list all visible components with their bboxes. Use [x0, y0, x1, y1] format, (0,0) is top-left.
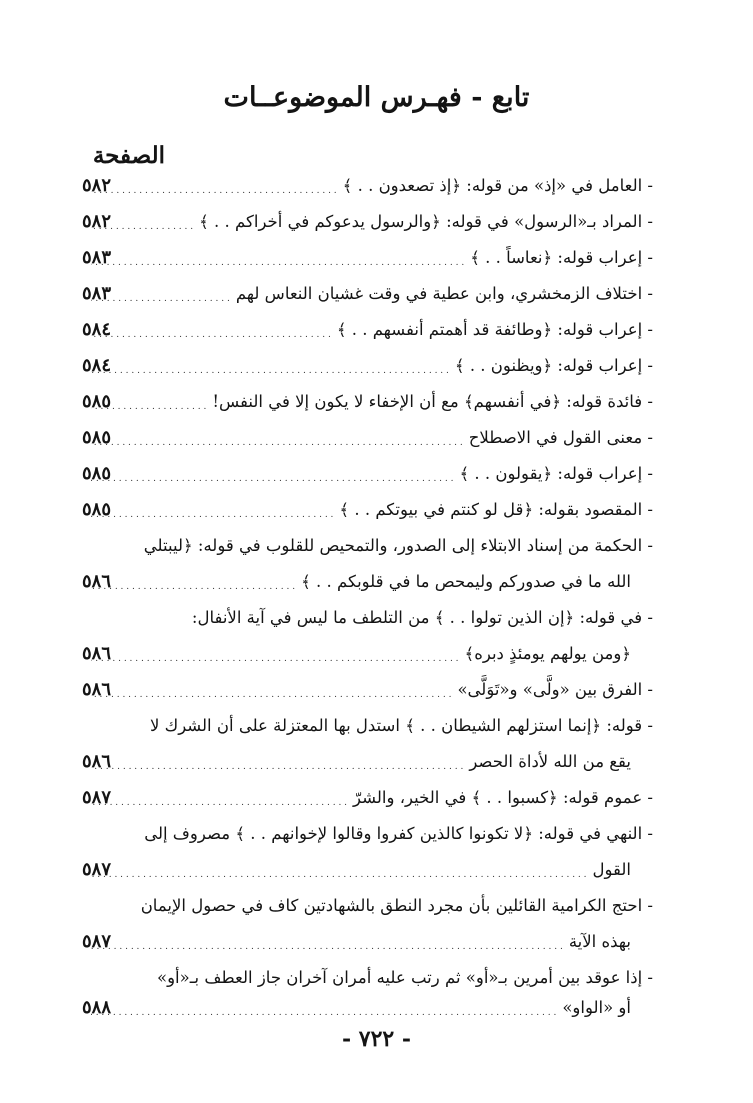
index-entry-continuation: [85, 636, 631, 672]
entry-text: - العامل في «إذ» من قوله: ﴿إذ تصعدون . . ﴾: [342, 176, 653, 195]
page-column-heading: الصفحة: [92, 142, 165, 169]
index-entry: [85, 672, 653, 708]
entry-page-number: ٥٨٥: [82, 499, 112, 520]
entry-page-number: ٥٨٤: [82, 319, 112, 340]
index-entry: [85, 888, 653, 924]
entry-page-number: ٥٨٧: [82, 787, 112, 808]
entry-text: - إعراب قوله: ﴿ويظنون . . ﴾: [454, 356, 653, 375]
entry-text: بهذه الآية: [568, 932, 631, 951]
entry-page-number: ٥٨٥: [82, 391, 112, 412]
entry-page-number: ٥٨٢: [82, 211, 112, 232]
index-entry: [85, 204, 653, 240]
entry-text: - معنى القول في الاصطلاح: [468, 428, 653, 447]
entry-text: أو «الواو»: [562, 998, 631, 1017]
entry-text: - اختلاف الزمخشري، وابن عطية في وقت غشيان النعاس لهم: [235, 284, 653, 303]
entry-text: يقع من الله لأداة الحصر: [469, 752, 631, 771]
entry-text: ﴿ومن يولهم يومئذٍ دبره﴾: [464, 644, 631, 663]
entry-text: - عموم قوله: ﴿كسبوا . . ﴾ في الخير، والشرّ: [353, 788, 653, 807]
index-entry-continuation: [85, 990, 631, 1026]
leader-dots: [91, 924, 563, 960]
index-entry: [85, 780, 653, 816]
index-entry: [85, 492, 653, 528]
index-entry: [85, 456, 653, 492]
entry-text: - النهي في قوله: ﴿لا تكونوا كالذين كفروا وقالوا لإخوانهم . . ﴾ مصروف إلى: [144, 824, 653, 843]
entry-page-number: ٥٨٦: [82, 643, 112, 664]
entry-page-number: ٥٨٥: [82, 427, 112, 448]
page-title: تابع - فهـرس الموضوعــات: [223, 82, 530, 113]
index-entry: [85, 600, 653, 636]
index-entry: [85, 384, 653, 420]
entry-page-number: ٥٨٣: [82, 283, 112, 304]
entry-page-number: ٥٨٤: [82, 355, 112, 376]
entry-text: - في قوله: ﴿إن الذين تولوا . . ﴾ من التلطف ما ليس في آية الأنفال:: [191, 608, 653, 627]
entry-page-number: ٥٨٥: [82, 463, 112, 484]
entry-page-number: ٥٨٧: [82, 931, 112, 952]
entry-text: - قوله: ﴿إنما استزلهم الشيطان . . ﴾ استدل بها المعتزلة على أن الشرك لا: [149, 716, 653, 735]
index-entry: [85, 528, 653, 564]
index-entry-continuation: [85, 924, 631, 960]
entry-text: - إعراب قوله: ﴿نعاساً . . ﴾: [470, 248, 653, 267]
index-entry: [85, 276, 653, 312]
index-entry: [85, 348, 653, 384]
entry-text: - المراد بـ«الرسول» في قوله: ﴿والرسول يدعوكم في أخراكم . . ﴾: [199, 212, 653, 231]
entry-text: - الحكمة من إسناد الابتلاء إلى الصدور، والتمحيص للقلوب في قوله: ﴿ليبتلي: [143, 536, 653, 555]
entry-text: - المقصود بقوله: ﴿قل لو كنتم في بيوتكم . . ﴾: [339, 500, 653, 519]
entry-text: القول: [592, 860, 631, 879]
index-entry-continuation: [85, 744, 631, 780]
index-entry-continuation: [85, 564, 631, 600]
entry-text: - فائدة قوله: ﴿في أنفسهم﴾ مع أن الإخفاء لا يكون إلا في النفس!: [212, 392, 653, 411]
index-entry: [85, 420, 653, 456]
entry-text: - الفرق بين «ولَّى» و«تَوَلَّى»: [457, 680, 653, 699]
entry-page-number: ٥٨٦: [82, 751, 112, 772]
entry-page-number: ٥٨٣: [82, 247, 112, 268]
leader-dots: [91, 990, 556, 1026]
entry-page-number: ٥٨٧: [82, 859, 112, 880]
entry-text: - إعراب قوله: ﴿وطائفة قد أهمتم أنفسهم . . ﴾: [336, 320, 653, 339]
index-entry: [85, 312, 653, 348]
page-number-footer: - ٧٢٢ -: [341, 1026, 412, 1052]
index-entry: [85, 240, 653, 276]
index-entry: [85, 168, 653, 204]
index-entry: [85, 708, 653, 744]
entry-text: الله ما في صدوركم وليمحص ما في قلوبكم . . ﴾: [301, 572, 631, 591]
entry-text: - إذا عوقد بين أمرين بـ«أو» ثم رتب عليه أمران آخران جاز العطف بـ«أو»: [156, 968, 653, 987]
index-entry: [85, 816, 653, 852]
entry-page-number: ٥٨٢: [82, 175, 112, 196]
leader-dots: [91, 852, 587, 888]
entry-text: - إعراب قوله: ﴿يقولون . . ﴾: [459, 464, 653, 483]
entry-page-number: ٥٨٦: [82, 679, 112, 700]
entry-page-number: ٥٨٨: [82, 997, 112, 1018]
entry-page-number: ٥٨٦: [82, 571, 112, 592]
entry-text: - احتج الكرامية القائلين بأن مجرد النطق بالشهادتين كاف في حصول الإيمان: [140, 896, 653, 915]
index-entry-continuation: [85, 852, 631, 888]
